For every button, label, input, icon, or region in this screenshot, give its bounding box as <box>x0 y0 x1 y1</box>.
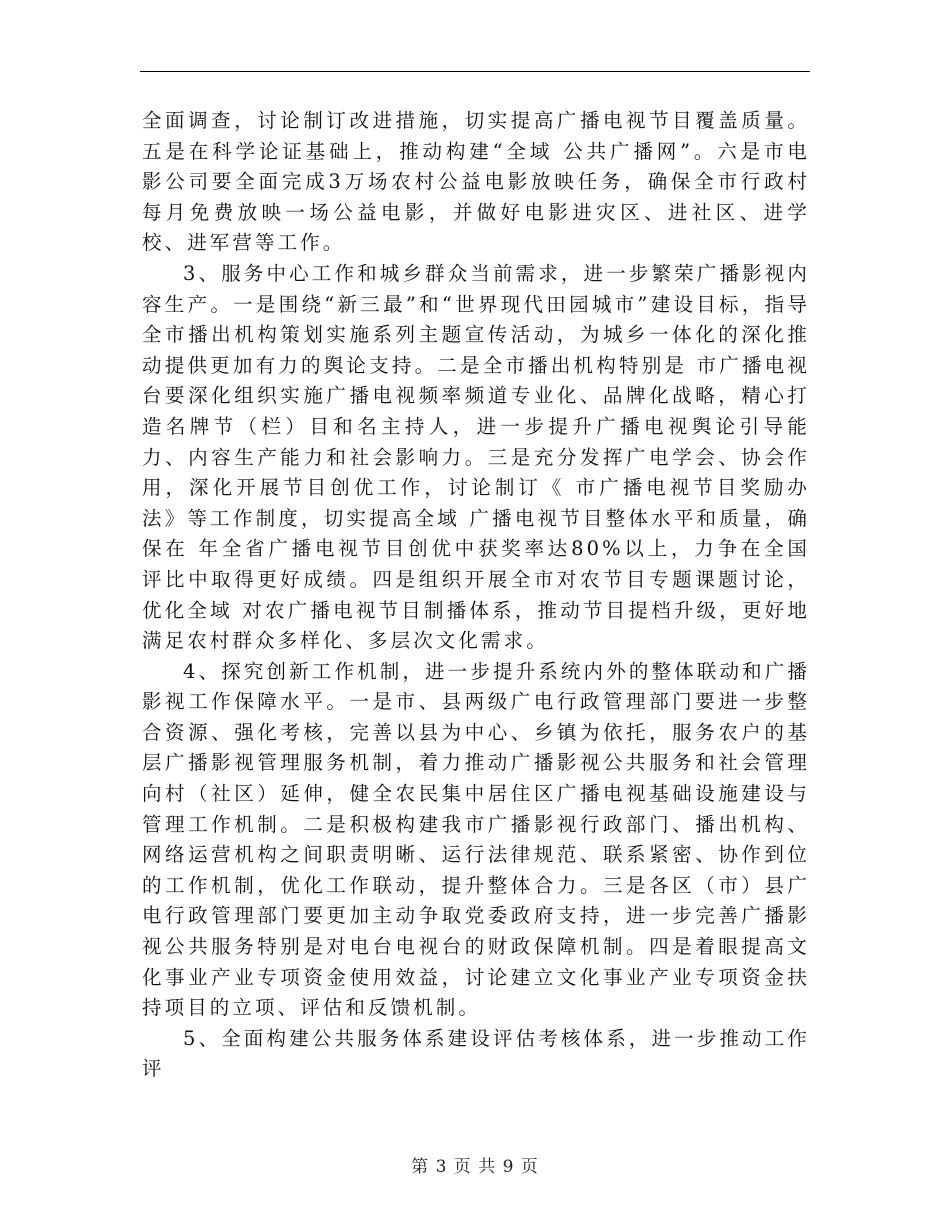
paragraph-1: 全面调查，讨论制订改进措施，切实提高广播电视节目覆盖质量。五是在科学论证基础上，推动构建“全域 公共广播网”。六是市电影公司要全面完成3万场农村公益电影放映任务，确保全市行政村每月免费放映一场公益电影，并做好电影进灾区、进社区、进学校、进军营等工作。 <box>142 109 810 255</box>
paragraph-2: 3、服务中心工作和城乡群众当前需求，进一步繁荣广播影视内容生产。一是围绕“新三最”和“世界现代田园城市”建设目标，指导全市播出机构策划实施系列主题宣传活动，为城乡一体化的深化推动提供更加有力的舆论支持。二是全市播出机构特别是 市广播电视台要深化组织实施广播电视频率频道专业化、品牌化战略，精心打造名牌节（栏）目和名主持人，进一步提升广播电视舆论引导能力、内容生产能力和社会影响力。三是充分发挥广电学会、协会作用，深化开展节目创优工作，讨论制订《 市广播电视节目奖励办法》等工作制度，切实提高全域 广播电视节目整体水平和质量，确保在 年全省广播电视节目创优中获奖率达80%以上，力争在全国评比中取得更好成绩。四是组织开展全市对农节目专题课题讨论，优化全域 对农广播电视节目制播体系，推动节目提档升级，更好地满足农村群众多样化、多层次文化需求。 <box>142 261 810 653</box>
page-number-label: 第 3 页 共 9 页 <box>411 1157 539 1177</box>
document-body <box>142 106 810 1085</box>
paragraph-3: 4、探究创新工作机制，进一步提升系统内外的整体联动和广播影视工作保障水平。一是市、县两级广电行政管理部门要进一步整合资源、强化考核，完善以县为中心、乡镇为依托，服务农户的基层广播影视管理服务机制，着力推动广播影视公共服务和社会管理向村（社区）延伸，健全农民集中居住区广播电视基础设施建设与管理工作机制。二是积极构建我市广播影视行政部门、播出机构、网络运营机构之间职责明晰、运行法律规范、联系紧密、协作到位的工作机制，优化工作联动，提升整体合力。三是各区（市）县广电行政管理部门要更加主动争取党委政府支持，进一步完善广播影视公共服务特别是对电台电视台的财政保障机制。四是着眼提高文化事业产业专项资金使用效益，讨论建立文化事业产业专项资金扶持项目的立项、评估和反馈机制。 <box>142 659 810 1020</box>
header-rule <box>140 71 810 72</box>
paragraph-4: 5、全面构建公共服务体系建设评估考核体系，进一步推动工作评 <box>142 1026 810 1081</box>
page-footer <box>0 1152 950 1177</box>
